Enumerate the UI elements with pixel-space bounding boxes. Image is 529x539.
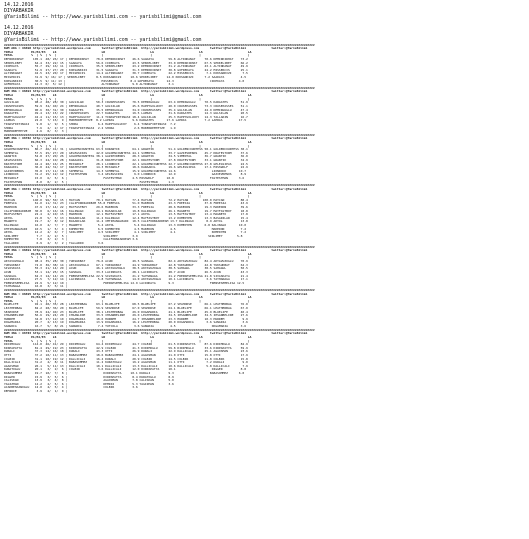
separator-line: ############################################################################################################################################################################ [4,43,315,47]
race-header-line: KUM ING = 96703 http://yarisbilimi.wordpress.com twitter:@YarisBilimi http://yarisbilimi.wordpress.com twitter:@YarisBilimi twitter:@YarisBilimi [4,332,308,336]
column-header-line: TOPLA E1/E2/E3 LS LD LG LS LA [4,140,252,144]
report-line: KOMEDYEN 7.8 3/ 2/ 3 | CALIFORNIADREAM 3.6 [4,238,138,242]
report-line: ALTINKANAT 42.5 23/ 20/ 17 | MISSERCIS 14.2 ALTINKANAT 30.7 CIDEKAYA 22.2 MISSERCIS 7.1 KOKSANKIZI 7.5 [4,72,248,76]
report-line: YUKSUKBAT 72.0 36/ 38/ 14 | AKYAVUZOGLU 67.1 YUKSUKBAT 44.9 YUKSUKBAT 42.8 YUKSUKBAT 42.8 YUKSUKBAT 64.3 [4,263,248,267]
report-line: DURALI 37.3 12/ 16/ 18 | DURALI 43.3 OTTI 26.9 DURALI 22.9 DALLICALI 25.1 AGAOSMAN 23.6 [4,350,248,354]
report-line: DEMIRGUGLU 90.6 30/ 31/ 30 | KARAATES 35.5 DEMIRGUGLU 34.0 CRUSEPASSES 35.4 GULSILAN 44.9 DEMIRGUGLU 47.4 [4,108,248,112]
report-date: 14.12.2016 [4,2,34,8]
race-header-line: KUM ARA = 96690 http://yarisbilimi.wordpress.com twitter:@YarisBilimi http://yarisbilimi.wordpress.com twitter:@YarisBilimi twitter:@YarisBilimi [4,47,308,51]
report-line: AKYAVUZOGLU 98.4 35/ 28/ 30 | YUKSUKBAT 76.6 ACUN 49.5 SAHAGUL 82.4 AKYAVUZOGLU 82.4 AKYAVUZOGLU 70.9 [4,260,248,264]
venue-name: DIYARBAKIR [4,30,34,37]
venue-name: DIYARBAKIR [4,7,34,14]
report-line: HAPPYGOLUCKY 42.4 11/ 15/ 13 | HAPPYGOLUCKY 11.2 TINASFIRTINASI 18.4 GULSILAN 25.3 HAPPYGOLUCKY 14.3 TALLARIN 16.7 [4,115,248,119]
race-header-line: KUM ING = 96695 http://yarisbilimi.wordpress.com twitter:@YarisBilimi http://yarisbilimi.wordpress.com twitter:@YarisBilimi twitter:@YarisBilimi [4,292,308,296]
column-header-line: TOTAL % | % | % | | | | | [4,195,250,199]
report-line: LEATHERBAG 82.2 28/ 36/ 20 | BLUELIFE 59.9 SEAHORSE 67.0 SEAHORSE 64.1 BLUELIFE 66.1 LEATHERBAG 67.0 [4,307,248,311]
report-line: TAYHANAGA 16.8 3/ 5/ 11 | [4,285,68,289]
report-line: LACINKAYA 27.5 7/ 12/ 14 | LACINKAYA 5.8 TAYHANAGA 14.0 AKYAVUZOGLU 10.1 LACINKAYA 3.6 TAYHANAGA 17.1 [4,278,248,282]
report-line: KRATESTORM 42.4 20/ 16/ 25 | MISSWOLF 28.1 LIONROCK 22.1 GOLDENCOUNTESS 22.7 GOLDENCOUNTESS 27.8 GELEGSIPAS 24.5 [4,162,248,166]
page-header [4,3,529,21]
report-line: IMTIHANGUZARI 10.5 1/ 5/ 4 | KOMEDYEN 6.5 KOMEDYEN 4.5 MAKEDON 4.5 MAKEDON 7.2 [4,227,247,231]
report-date: 14.12.2016 [4,24,34,31]
site-info: @YarisBilimi -- http://www.yarisbilimi.com -- yarisbilimi@gmail.com [4,13,202,20]
report-line: KARAADIL 36.8 24/ 31/ 17 | KRATESTORM 14.3 MISSWOLF 18.6 KARAADIL 19.6 GELEGSIPAS 17.1 MISSWOLF 22.9 [4,166,248,170]
separator-line: ############################################################################################################################################################################ [4,86,315,90]
report-line: GOFREKAYA 12.3 0/ 5/ 12 | ALTINKANAT 9.0 ALTINKANAT 3.1 [4,83,174,87]
report-line: MISSWOLF 15.0 6/ 5/ 6 | FASTESTMAN 4.5 MISSWOLF 10.8 FASTESTMAN 3.6 [4,177,245,181]
column-header-line: TOTAL % | % | % | | | | | [4,97,250,101]
column-header-line: TOPLA E1/E2/E3 LS LD LG LS LA [4,335,252,339]
race-header-line: KUM ING = 96694 http://yarisbilimi.wordpress.com twitter:@YarisBilimi http://yarisbilimi.wordpress.com twitter:@YarisBilimi twitter:@YarisBilimi [4,90,308,94]
page-header-repeat [4,26,529,44]
report-line: DALLICALI 31.2 4/ 8/ 11 | BABASOMMEZ 11.2 KURATOGLU 19.2 AGAOSMAN 11.1 OTTI 7.2 DURALI 9.0 [4,361,248,365]
separator-line: ############################################################################################################################################################################ [4,184,315,188]
report-line: MUKERREMTEYZE 2.6 0/ 3/ 3 | [4,130,191,134]
race-header-line: KUM ING = 96701 http://yarisbilimi.wordpress.com twitter:@YarisBilimi http://yarisbilimi.wordpress.com twitter:@YarisBilimi twitter:@YarisBilimi [4,187,308,191]
column-header-line: TOPLA E1/E2/E3 LS LD LG LS LA [4,191,252,195]
report-line: SIVASKAYA 55.3 21/ 14/ 29 | ACUN 46.1 AKYAVUZOGLU 38.5 AKYAVUZOGLU 38.5 SAHAGUL 38.5 SAHAGUL 50.5 [4,267,248,271]
column-header-line: TOTAL % | % | % | | | | | [4,144,250,148]
report-line: CRUSEPASSES 59.9 34/ 40/ 24 | DEMIRGUGLU 40.7 GULSILAN 45.6 HAPPYGOLUCKY 40.0 CRUSEPASSES 73.3 CRUSEPASSES 51.1 [4,104,248,108]
report-line: SEAHORSE 78.9 24/ 40/ 23 | BLUELIFE 38.1 LEATHERBAG 29.0 DOGAMARIA 41.1 BLUELIFE 45.9 BLUELIFE 40.4 [4,310,248,314]
column-header-line: TOTAL % | % | % | | | | | [4,256,250,260]
report-line: SANGRIA 16.7 5/ 8/ 21 | SANGRIA 7.4 TUTCOLA 3.6 SANGRIA 4.5 DOGAMARIA 3.6 [4,325,247,329]
report-line: CALISKAN 13.9 3/ 4/ 8 | AGAOSMAN 7.8 CALISKAN 5.0 [4,379,174,383]
column-header-line: TOTAL % | % | % | | | | | [4,54,250,58]
report-line: GOLDENCOUNTESS 86.7 46/ 41/ 31 | GOLDENCOUNTESS 63.5 KORANTIK 64.1 GRANTIK 51.4 GOLDENCOUNTESS 58.1 GOLDENCOUNTESS 38.1 [4,148,248,152]
report-line: KARAATES 49.4 13/ 15/ 22 | CRUSEPASSES 22.7 KARAATES 19.5 LAPRAS 31.6 KARAATES 14.3 GULSILAN 20.5 [4,112,248,116]
column-header-line: TOPLA E1/E2/E3 LS LD LG LS LA [4,296,252,300]
report-line: CALIFORNIADREAM 30.8 6/ 16/ 16 | KALINAGO 24.1 BASARILAR 19.8 KALINAGO 26.1 MAGNETO 19.7 MAYFASTBOY 18.8 [4,209,248,213]
report-line: KURATOGLU 20.1 3/ 2/ 6 | COLBIR 3.6 DALLICALI 12.0 KIRPAPATYA 10.1 DIGGER 8.8 [4,368,247,372]
report-line: GELEGSIPAS 66.3 24/ 10/ 28 | KARAADIL 31.8 KRATESTORM 22.1 KRATESTORM 27.8 KRATESTORM 33.1 GRANTIK 34.9 [4,159,248,163]
report-line: SAADAYA 51.9 27/ 27/ 20 | KOKSANKIZI 31.5 SAADAYA 31.3 DEMIRKIRHAT 30.8 GOFREKAYA 24.2 MISSERCIS 25.1 [4,68,248,72]
report-line: DEMIRKIRHAT 105.1 48/ 26/ 17 | DEMIRKIRHAT 78.6 DEMIRKIRHAT 46.6 SAADAYA 59.8 ALTINKANAT 70.6 DEMIRKIRHAT 73.2 [4,57,248,61]
race-header-line: KUM ING = 96691 http://yarisbilimi.wordpress.com twitter:@YarisBilimi http://yarisbilimi.wordpress.com twitter:@YarisBilimi twitter:@YarisBilimi [4,249,308,253]
report-line: MAGNETO 19.7 2/ 8/ 12 | BASARILAR 11.2 IMTIHANGUZARI 10.5 CALIFORNIADREAM 13.7 KALINAGO 8.9 AKYOL 13.8 [4,220,248,224]
report-line: DIDIMOGLU 114.0 46/ 41/ 29 | DIDIMOGLU 64.4 DIDIMOGLU 44.7 COLBIR 61.5 KIRPAPATYA 87.6 DIDIMOGLU 84.9 [4,343,248,347]
column-header-line: TOPLA E1/E2/E3 LS LD LG LS LA [4,50,252,54]
report-line: MAKEDON 47.9 17/ 14/ 22 | MAYFASTBOY 29.6 MAKEDON 33.3 FREESIA 28.6 MAKEDON 19.3 MAKEDON 39.6 [4,205,248,209]
report-line: TALLARIN 6.9 2/ 3/ 2 | TALLARIN 3.6 [4,242,104,246]
separator-line: ############################################################################################################################################################################ [4,288,315,292]
report-line: MISSERCIS 31.9 9/ 16/ 17 | SEKKELIBEY 8.5 KOKSANKIZI 10.6 SEKKELIBEY 14.0 KOKSANKIZI 7.2 SAADAYA 4.5 [4,76,247,80]
report-line: KALINAGO 16.0 4/ 7/ 7 | MAGNETO 5.4 AKYOL 5.4 KALINAGO 13.3 KOMEDYEN 6.8 KALINAGO 10.0 [4,224,247,227]
race-header-line: KUM ING = 96702 http://yarisbilimi.wordpress.com twitter:@YarisBilimi http://yarisbilimi.wordpress.com twitter:@YarisBilimi twitter:@YarisBilimi [4,137,308,141]
report-line: OTTI 37.2 10/ 11/ 13 | BABASOMMEZ 18.6 BABASOMMEZ 24.1 AGAOSMAN 21.0 OTTI 15.8 OTTI 17.9 [4,353,248,357]
column-header-line: TOPLA E1/E2/E3 LS LD LG LS LA [4,252,252,256]
report-line: DOGAMARIA 20.7 2/ 13/ 19 | DOGAMARIA 13.9 DOGAMARIA 16.2 LEATHERBAG 20.0 DOGAMARIA 3.6 SANGRIA 3.6 [4,321,248,325]
report-line: ACUN 53.1 14/ 25/ 15 | SAHAGUL 33.3 LACINKAYA 28.1 LACINKAYA 28.7 ACUN 26.5 ACUN 43.3 [4,270,248,274]
report-line: TINASFIRTINASI 9.8 1/ 9/ 5 | SHORA 6.4 HAPPYGOLUCKY 6.4 TINASFIRTINASI 7.2 [4,122,176,126]
report-line: GRANTIK 52.8 27/ 20/ 26 | GOLDENCOUNTESS 38.1 GAZIEVRENOS 28.3 GRANTIK 34.5 SIMENTAL 36.7 GRANTIK 36.0 [4,155,248,159]
report-line: GULSILAN 98.2 48/ 28/ 30 | GULSILAN 50.3 CRUSEPASSES 70.5 DEMIRGUGLU 63.4 DEMIRGUGLU 70.5 KARAATES 51.9 [4,101,248,105]
report-line: YAGIZHAN 12.2 2/ 5/ 6 | DEMIRI 5.3 YAGIZHAN 3.6 [4,382,174,386]
report-line: FRENSESEMELISA 22.9 5/ 12/ 10 | FRENSESEMELISA 12.9 LACINKAYA 9.3 FRENSESEMELISA 12.5 [4,281,245,285]
report-line: SHORA 7.6 2/ 2/ 17 | TINASFIRTINASI 2.2 SHORA 2.6 MUKERREMTEYZE 1.9 [4,126,176,130]
report-line: ACAKBESKANOGLU 12.0 4/ 5/ 4 | COLBIR 3.6 [4,386,140,390]
column-header-line: TOPLA E1/E2/E3 LS LD LG LS LA [4,94,252,98]
report-line: DIGGER 15.9 3/ 5/ 6 | KIRPAPATYA 8.4 KURATOGLU 8.9 [4,375,174,379]
report-line: SEKKELIBEY 64.4 33/ 22/ 15 | SAADAYA 56.6 CIDEKAYA 43.5 SEKKELIBEY 33.0 DEMIRKIRHAT 67.5 SEKKELIBEY 66.2 [4,61,248,65]
report-line: LAPRAS 22.0 7/ 15/ 9 | MUKERREMTEYZE 8.2 LAPRAS 9.6 KARAATES 17.6 LAPRAS 7.2 LAPRAS 17.5 [4,119,247,123]
report-line: FREESIA 61.0 11/ 31/ 23 | CALIFORNIADREAM 55.8 FREESIA 51.0 MAKEDON 43.3 FREESIA 37.8 FREESIA 43.9 [4,202,248,206]
separator-line: ############################################################################################################################################################################ [4,133,315,137]
report-line: COLBIR 31.1 10/ 19/ 12 | DALLICALI 16.4 DURALI 20.9 COLBIR 14.5 COLBIR 11.8 COLBIR 15.8 [4,357,248,361]
report-line: FASTESTMAN 8.0 0/ 2/ 5 | FASTESTMAN 1.3 [4,180,174,184]
column-header-line: TOTAL % | % | % | | | | | [4,339,250,343]
report-line: SAHAGUL 62.3 14/ 14/ 24 | FRENSESEMELISA 22.9 SIVASKAYA 21.2 TAYHANAGA 21.2 FRENSESEMELISA 21.8 SIVASKAYA 21.4 [4,274,248,278]
report-line: SIMENTAL 57.5 25/ 27/ 20 | GELEGSIPAS 42.0 GOLDENCOUNTESS 44.1 SIMENTAL 33.7 GAZIEVRENOS 45.7 KRATESTORM 37.6 [4,151,248,155]
separator-line: ############################################################################################################################################################################ [4,245,315,249]
report-line: KIRPAPATYA 81.4 29/ 19/ 23 | KIRPAPATYA 42.9 COLBIR 41.3 DIDIMOGLU 59.8 DIDIMOGLU 33.6 KIRPAPATYA 59.9 [4,346,248,350]
column-header-line: TOTAL % | % | % | | | | | [4,299,250,303]
report-line: GAZIEVRENOS 35.8 17/ 11/ 18 | SIMENTAL 14.3 SIMENTAL 15.9 GOLDENCOUNTESS 14.6 LIONROCK 10.7 [4,169,247,173]
report-line: SIRLIMEY 7.7 2/ 2/ 5 | SIRLIMEY 3.9 SIRLIMEY 5.8 [4,234,243,238]
report-line: HURREM 34.8 17/ 12/ 10 | DOGAMARIA 18.6 HURREM 24.7 IHSANBELINE 23.3 HURREM 10.3 HURREM 9.9 [4,317,248,321]
report-line: KOKSANKIZI 30.5 9/ 11/ 13 | MISSERCIS 8.4 GOFREKAYA 12.3 CIDEKAYA 4.0 [4,79,245,83]
report-line: BABASOMMEZ 19.7 10/ 7/ 8 | KIRPAPATYA 10.1 DURALI 9.3 BABASOMMEZ 6.8 [4,371,245,375]
report-line: AKYOL 12.2 4/ 6/ 7 | SIRLIMEY 4.5 SIRLIMEY 4.1 SIRLIMEY 4.1 KOMEDYEN 7.2 [4,231,247,235]
report-line: IHSANBELINE 56.6 19/ 24/ 20 | IHSANLINE 33.5 IHSANBELINE 29.0 LEATHERBAG 34.5 IHSANBELINE 34.5 IHSANBELINE 27.6 [4,314,248,318]
report-line: MAYFASTBOY 22.4 2/ 10/ 15 | MAKEDON 12.1 MAYFASTBOY 17.1 AKYOL 13.5 MAYFASTBOY 13.4 MAGNETO 17.8 [4,213,248,217]
report-line: AGAOSMAN 26.1 5/ 11/ 13 | DALLICALI 10.1 DALLICALI 13.3 DALLICALI 10.6 DALLICALI 5.8 DALLICALI 7.9 [4,364,248,368]
report-line: HAYCAN 140.0 96/ 50/ 15 | HAYCAN 70.1 HAYCAN 77.4 HAYCAN 72.2 HAYCAN 100.0 HAYCAN 88.4 [4,198,248,202]
report-line: DEMIRIE 3.9 4/ 1/ 0 | [4,390,68,394]
race-report-table [4,44,529,394]
report-line: BLUELIFE 92.1 40/ 35/ 28 | LEATHERBAG 63.1 BLUELIFE 68.5 BLUELIFE 67.2 SEAHORSE 66.1 LEATHERBAG 76.0 [4,303,248,307]
separator-line: ############################################################################################################################################################################ [4,328,315,332]
report-line: AKYOL 21.8 5/ 5/ 13 | BASARILAR 11.2 KALINAGO 12.4 MAYFASTBOY 13.2 KOMEDYEN 13.3 BASARILAR 15.4 [4,216,248,220]
report-line: CIDEKAYA 55.7 29/ 16/ 11 | CIDEKAYA 35.5 SEKKELIBEY 43.2 DEMIRKIRHAT 31.2 ALTINKANAT 43.1 ALTINKANAT 49.9 [4,65,248,69]
report-line: LIONROCK 31.2 15/ 12/ 12 | FASTESTMAN 3.4 GELEGSIPAS 9.0 LIONROCK 12.9 GAZIEVRENOS 8.9 [4,173,247,177]
site-info: @YarisBilimi -- http://www.yarisbilimi.com -- yarisbilimi@gmail.com [4,36,202,43]
